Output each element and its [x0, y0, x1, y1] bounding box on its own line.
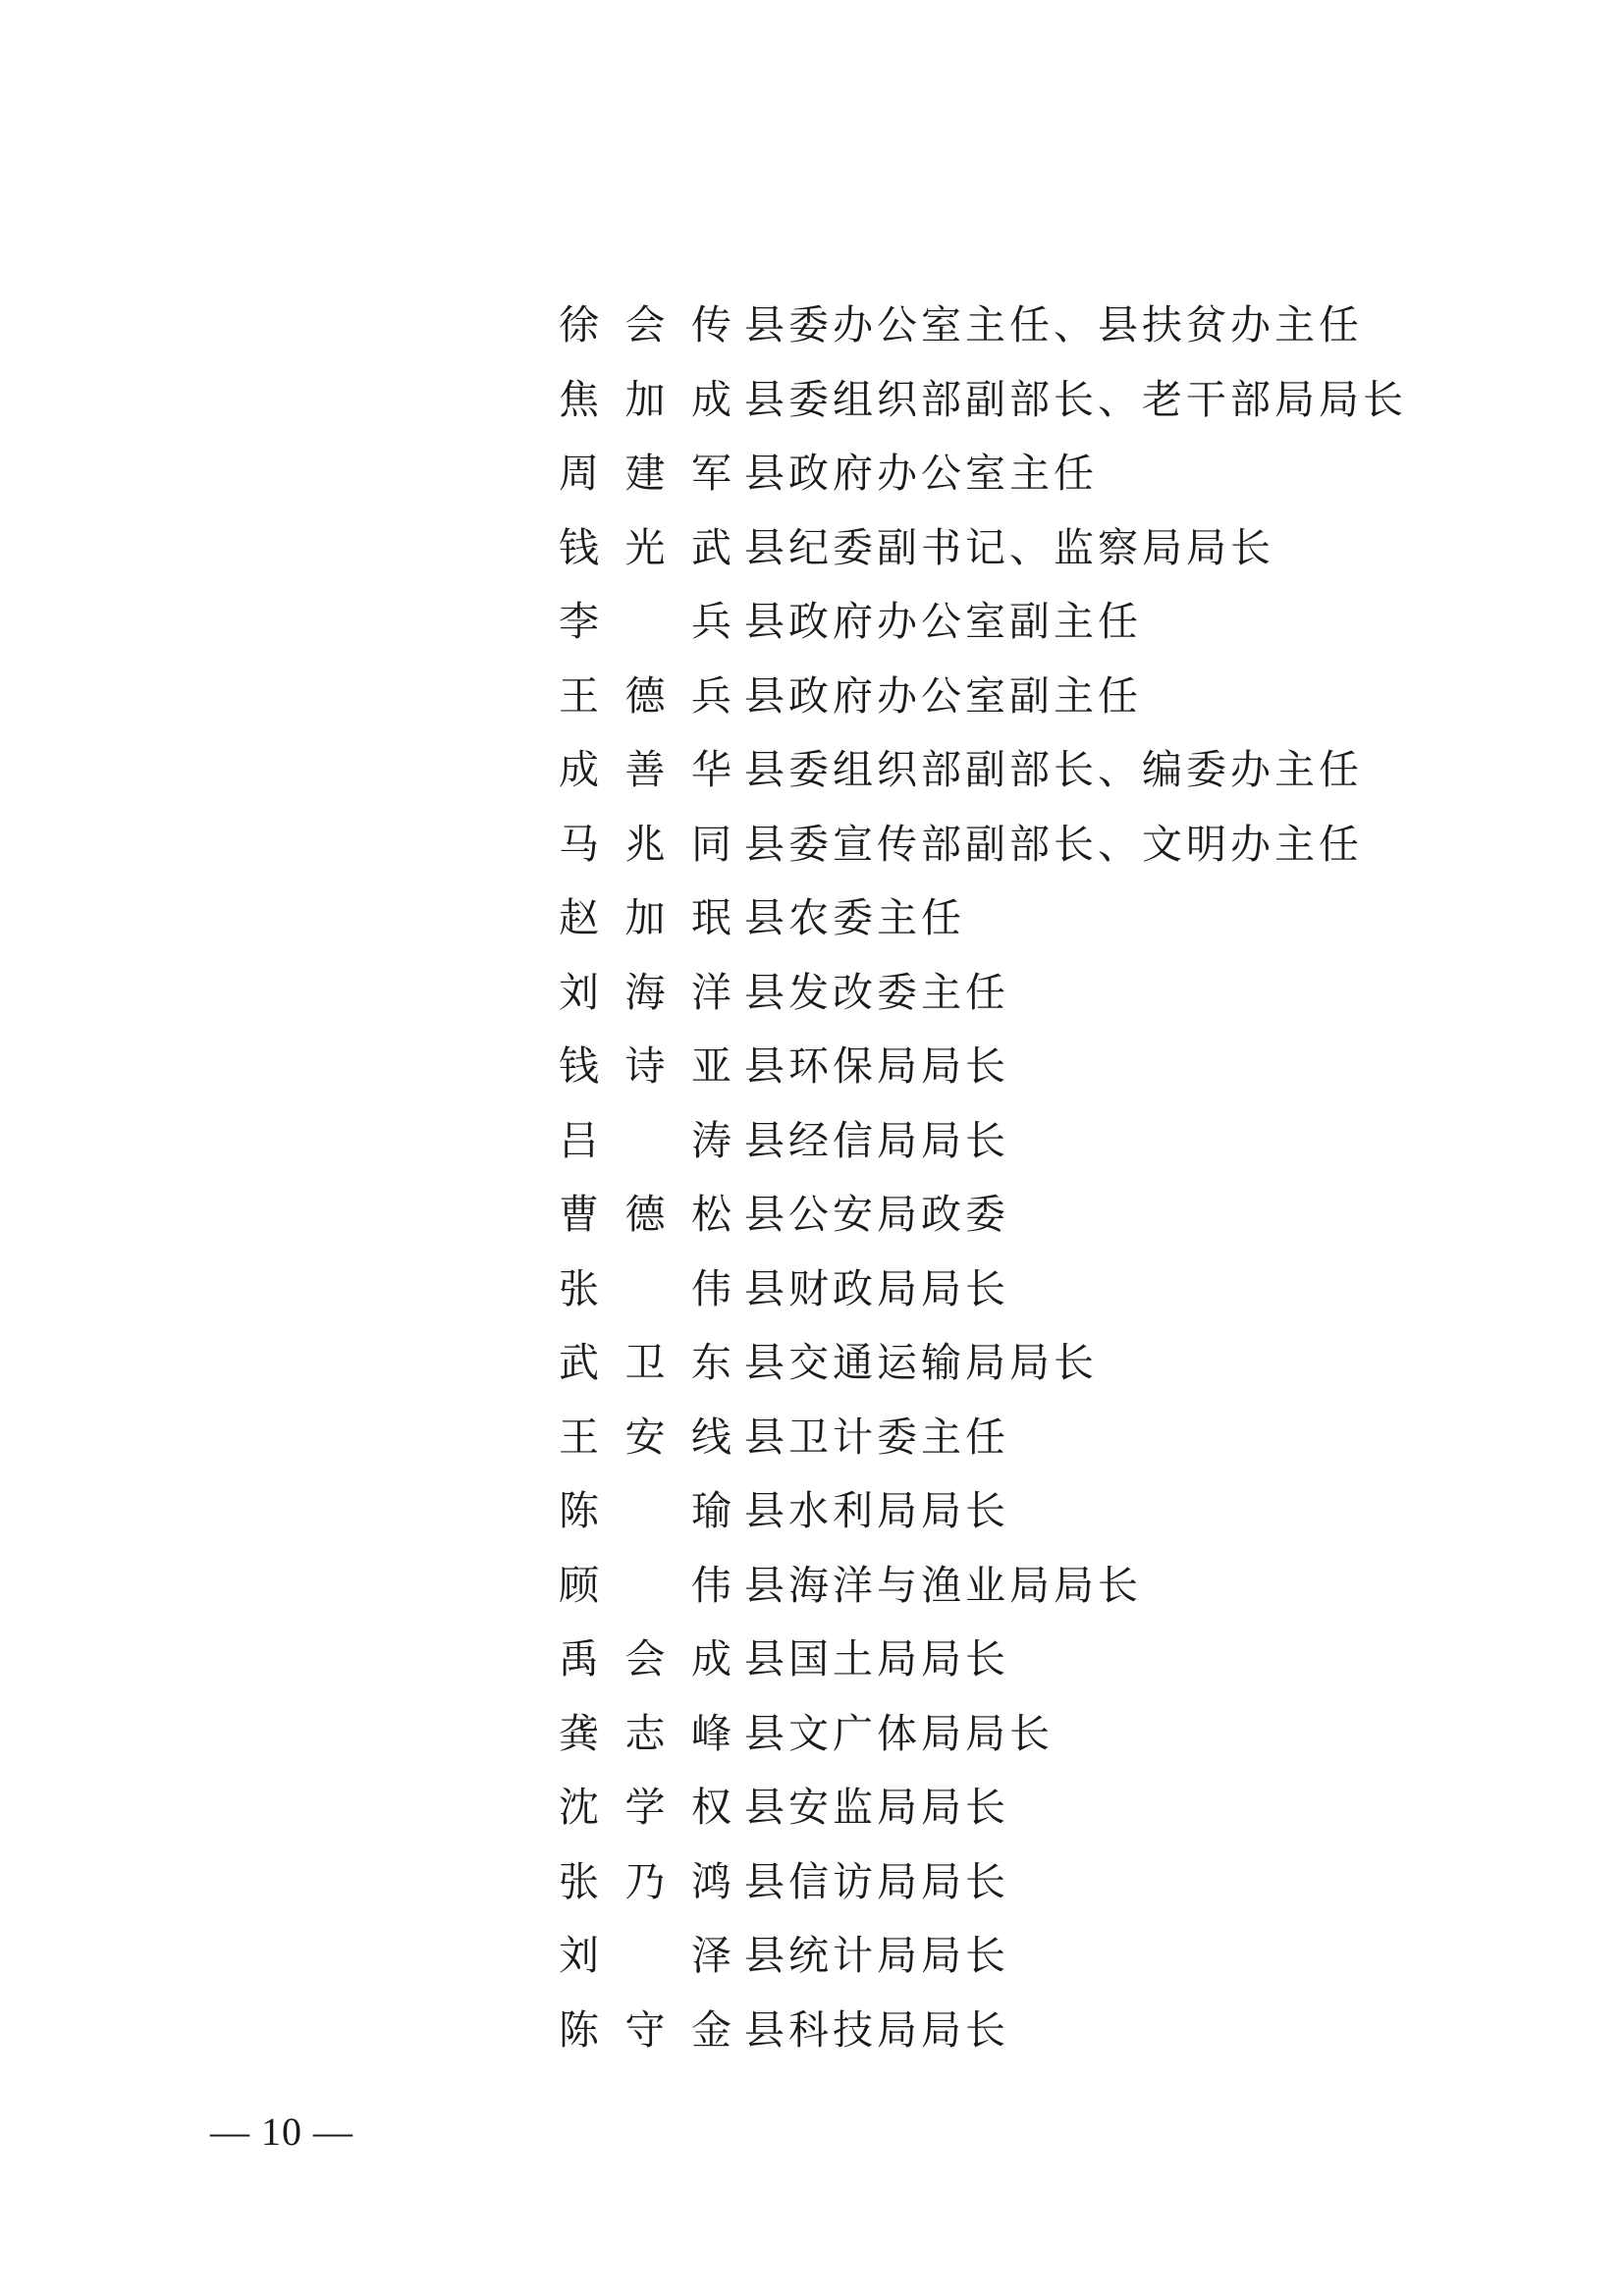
person-name	[559, 1256, 735, 1314]
name-char: 善	[624, 746, 670, 794]
name-char: 会	[624, 301, 670, 349]
name-char: 鸿	[691, 1857, 735, 1905]
person-title: 县委组织部副部长、老干部局局长	[744, 375, 1407, 423]
name-char: 松	[691, 1191, 735, 1239]
person-name	[559, 293, 735, 350]
person-name	[559, 589, 735, 647]
name-char: 徐	[559, 301, 603, 349]
name-char: 诗	[624, 1042, 670, 1091]
name-char: 成	[691, 1635, 735, 1683]
name-char: 德	[624, 1191, 670, 1239]
name-char: 禹	[559, 1635, 603, 1683]
person-title: 县委组织部副部长、编委办主任	[744, 746, 1363, 794]
name-char: 吕	[559, 1116, 603, 1164]
name-char: 兆	[624, 820, 670, 868]
person-name	[559, 1923, 735, 1981]
roster-row	[559, 359, 1442, 434]
roster-row	[559, 1397, 1442, 1471]
name-char: 张	[559, 1264, 603, 1312]
person-name	[559, 812, 735, 870]
roster-row	[559, 1322, 1442, 1397]
name-char: 海	[624, 968, 670, 1016]
name-char: 建	[624, 450, 670, 498]
roster-row	[559, 1174, 1442, 1249]
person-title: 县交通运输局局长	[744, 1339, 1098, 1387]
name-char: 曹	[559, 1191, 603, 1239]
person-name	[559, 1775, 735, 1833]
name-char: 刘	[559, 1932, 603, 1980]
roster-row	[559, 804, 1442, 879]
roster-row	[559, 1100, 1442, 1175]
name-char: 军	[691, 450, 735, 498]
name-char: 成	[559, 746, 603, 794]
roster-row	[559, 1026, 1442, 1100]
name-char: 伟	[691, 1561, 735, 1609]
name-char: 安	[624, 1413, 670, 1461]
roster-row	[559, 1990, 1442, 2064]
person-title: 县统计局局长	[744, 1932, 1009, 1980]
person-title: 县委办公室主任、县扶贫办主任	[744, 301, 1363, 349]
name-char: 卫	[624, 1339, 670, 1387]
page-number: — 10 —	[210, 2109, 353, 2154]
name-char: 志	[624, 1709, 670, 1757]
person-name	[559, 1034, 735, 1092]
person-title: 县水利局局长	[744, 1487, 1009, 1535]
person-name	[559, 1330, 735, 1388]
roster-row	[559, 433, 1442, 507]
person-name	[559, 1998, 735, 2056]
person-title: 县国土局局长	[744, 1635, 1009, 1683]
person-title: 县纪委副书记、监察局局长	[744, 523, 1274, 571]
name-char: 守	[624, 2005, 670, 2054]
person-name	[559, 1182, 735, 1240]
roster-row	[559, 1619, 1442, 1693]
name-char: 德	[624, 671, 670, 720]
person-title: 县环保局局长	[744, 1042, 1009, 1091]
name-char: 亚	[691, 1042, 735, 1091]
roster-row	[559, 656, 1442, 730]
name-char: 会	[624, 1635, 670, 1683]
name-char: 洋	[691, 968, 735, 1016]
name-char: 传	[691, 301, 735, 349]
name-char: 顾	[559, 1561, 603, 1609]
person-title: 县农委主任	[744, 894, 965, 942]
person-title: 县文广体局局长	[744, 1709, 1054, 1757]
name-char: 沈	[559, 1784, 603, 1832]
name-char: 珉	[691, 894, 735, 942]
name-char: 周	[559, 450, 603, 498]
person-title: 县卫计委主任	[744, 1413, 1009, 1461]
roster-row	[559, 1693, 1442, 1768]
roster-row	[559, 1249, 1442, 1323]
name-char: 峰	[691, 1709, 735, 1757]
person-title: 县经信局局长	[744, 1116, 1009, 1164]
name-char: 王	[559, 1413, 603, 1461]
name-char: 张	[559, 1857, 603, 1905]
name-char: 瑜	[691, 1487, 735, 1535]
person-title: 县公安局政委	[744, 1191, 1009, 1239]
person-name	[559, 885, 735, 943]
person-title: 县委宣传部副部长、文明办主任	[744, 820, 1363, 868]
name-char: 光	[624, 523, 670, 571]
roster-row	[559, 1545, 1442, 1620]
name-char: 钱	[559, 1042, 603, 1091]
name-char: 陈	[559, 2005, 603, 2054]
name-char: 乃	[624, 1857, 670, 1905]
name-char: 兵	[691, 671, 735, 720]
person-name	[559, 515, 735, 573]
person-name	[559, 1108, 735, 1166]
person-name	[559, 1701, 735, 1759]
name-char: 龚	[559, 1709, 603, 1757]
roster-row	[559, 878, 1442, 952]
person-title: 县安监局局长	[744, 1784, 1009, 1832]
person-name	[559, 1849, 735, 1907]
name-char: 李	[559, 598, 603, 646]
name-char: 兵	[691, 598, 735, 646]
name-char: 刘	[559, 968, 603, 1016]
person-name	[559, 1405, 735, 1463]
name-char: 线	[691, 1413, 735, 1461]
person-title: 县政府办公室副主任	[744, 598, 1142, 646]
person-name	[559, 367, 735, 425]
roster-row	[559, 1915, 1442, 1990]
name-char: 学	[624, 1784, 670, 1832]
person-name	[559, 1553, 735, 1611]
name-char: 成	[691, 375, 735, 423]
person-name	[559, 1627, 735, 1684]
name-char: 赵	[559, 894, 603, 942]
roster-list	[559, 285, 1442, 2063]
person-name	[559, 737, 735, 795]
roster-row	[559, 285, 1442, 359]
name-char: 泽	[691, 1932, 735, 1980]
roster-row	[559, 952, 1442, 1027]
name-char: 伟	[691, 1264, 735, 1312]
person-name	[559, 1478, 735, 1536]
person-name	[559, 960, 735, 1018]
name-char: 武	[691, 523, 735, 571]
name-char: 武	[559, 1339, 603, 1387]
name-char: 钱	[559, 523, 603, 571]
roster-row	[559, 1767, 1442, 1842]
name-char: 加	[624, 894, 670, 942]
person-name	[559, 441, 735, 499]
person-title: 县财政局局长	[744, 1264, 1009, 1312]
name-char: 金	[691, 2005, 735, 2054]
person-title: 县科技局局长	[744, 2005, 1009, 2054]
person-title: 县政府办公室副主任	[744, 671, 1142, 720]
person-title: 县海洋与渔业局局长	[744, 1561, 1142, 1609]
roster-row	[559, 507, 1442, 582]
name-char: 东	[691, 1339, 735, 1387]
roster-row	[559, 729, 1442, 804]
roster-row	[559, 581, 1442, 656]
name-char: 王	[559, 671, 603, 720]
name-char: 涛	[691, 1116, 735, 1164]
person-title: 县信访局局长	[744, 1857, 1009, 1905]
roster-row	[559, 1470, 1442, 1545]
roster-row	[559, 1842, 1442, 1916]
name-char: 马	[559, 820, 603, 868]
name-char: 华	[691, 746, 735, 794]
person-name	[559, 664, 735, 721]
name-char: 同	[691, 820, 735, 868]
name-char: 焦	[559, 375, 603, 423]
name-char: 陈	[559, 1487, 603, 1535]
person-title: 县发改委主任	[744, 968, 1009, 1016]
name-char: 加	[624, 375, 670, 423]
name-char: 权	[691, 1784, 735, 1832]
person-title: 县政府办公室主任	[744, 450, 1098, 498]
